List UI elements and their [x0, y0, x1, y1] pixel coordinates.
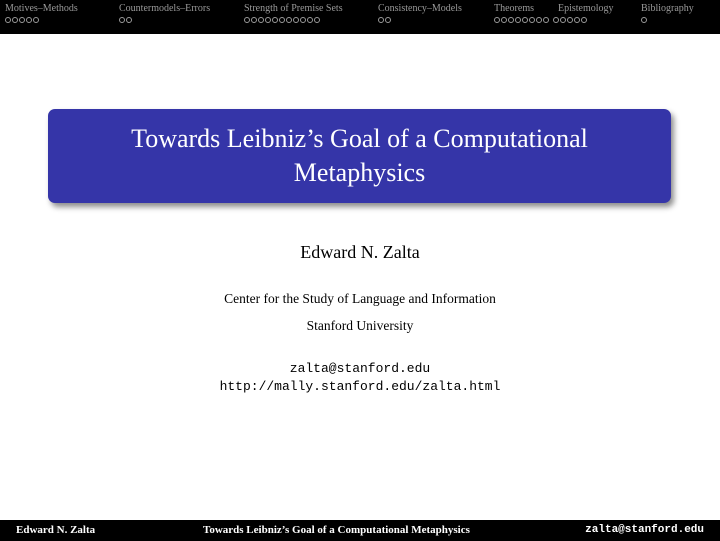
institution: Center for the Study of Language and Information — [224, 291, 496, 306]
nav-dot[interactable] — [293, 17, 299, 23]
nav-dot[interactable] — [244, 17, 250, 23]
footer-bar — [0, 520, 720, 541]
author-name: Edward N. Zalta — [300, 242, 420, 262]
nav-dot[interactable] — [279, 17, 285, 23]
nav-dot[interactable] — [378, 17, 384, 23]
nav-dots-countermodels-errors — [119, 17, 132, 23]
nav-section-bibliography[interactable]: Bibliography — [641, 3, 694, 14]
slide-title: Towards Leibniz’s Goal of a Computational Metaphysics — [131, 124, 588, 187]
nav-dot[interactable] — [560, 17, 566, 23]
nav-dot[interactable] — [641, 17, 647, 23]
nav-dot[interactable] — [536, 17, 542, 23]
nav-dots-theorems-epistemology — [494, 17, 587, 23]
nav-dot[interactable] — [553, 17, 559, 23]
nav-dots-bibliography — [641, 17, 647, 23]
nav-dot[interactable] — [529, 17, 535, 23]
nav-dot[interactable] — [126, 17, 132, 23]
nav-dot[interactable] — [300, 17, 306, 23]
university: Stanford University — [306, 318, 414, 333]
nav-section-theorems[interactable]: Theorems — [494, 3, 534, 14]
nav-dot[interactable] — [12, 17, 18, 23]
nav-dot[interactable] — [543, 17, 549, 23]
nav-dot[interactable] — [494, 17, 500, 23]
nav-dot[interactable] — [307, 17, 313, 23]
email-link[interactable]: zalta@stanford.edu — [289, 361, 431, 376]
nav-dot[interactable] — [314, 17, 320, 23]
nav-section-countermodels-errors[interactable]: Countermodels–Errors — [119, 3, 211, 14]
title-block — [48, 109, 671, 203]
nav-dot[interactable] — [272, 17, 278, 23]
nav-dot[interactable] — [567, 17, 573, 23]
nav-dot[interactable] — [522, 17, 528, 23]
footer-title: Towards Leibniz’s Goal of a Computational Metaphysics — [203, 524, 470, 536]
nav-section-motives-methods[interactable]: Motives–Methods — [5, 3, 78, 14]
nav-dot[interactable] — [33, 17, 39, 23]
nav-dots-strength-of-premise-sets — [244, 17, 320, 23]
navigation-bar — [0, 0, 720, 34]
nav-dot[interactable] — [286, 17, 292, 23]
nav-dot[interactable] — [265, 17, 271, 23]
homepage-link[interactable]: http://mally.stanford.edu/zalta.html — [219, 379, 501, 394]
nav-section-epistemology[interactable]: Epistemology — [558, 3, 614, 14]
nav-dot[interactable] — [251, 17, 257, 23]
nav-dot[interactable] — [258, 17, 264, 23]
nav-section-consistency-models[interactable]: Consistency–Models — [378, 3, 462, 14]
nav-dot[interactable] — [5, 17, 11, 23]
nav-dots-motives-methods — [5, 17, 39, 23]
footer-email: zalta@stanford.edu — [585, 524, 704, 536]
nav-dot[interactable] — [515, 17, 521, 23]
nav-dot[interactable] — [581, 17, 587, 23]
nav-dot[interactable] — [19, 17, 25, 23]
nav-section-strength-of-premise-sets[interactable]: Strength of Premise Sets — [244, 3, 343, 14]
nav-dot[interactable] — [508, 17, 514, 23]
nav-dot[interactable] — [574, 17, 580, 23]
nav-dots-consistency-models — [378, 17, 391, 23]
footer-author: Edward N. Zalta — [16, 524, 96, 536]
nav-dot[interactable] — [501, 17, 507, 23]
nav-dot[interactable] — [26, 17, 32, 23]
nav-dot[interactable] — [119, 17, 125, 23]
nav-dot[interactable] — [385, 17, 391, 23]
